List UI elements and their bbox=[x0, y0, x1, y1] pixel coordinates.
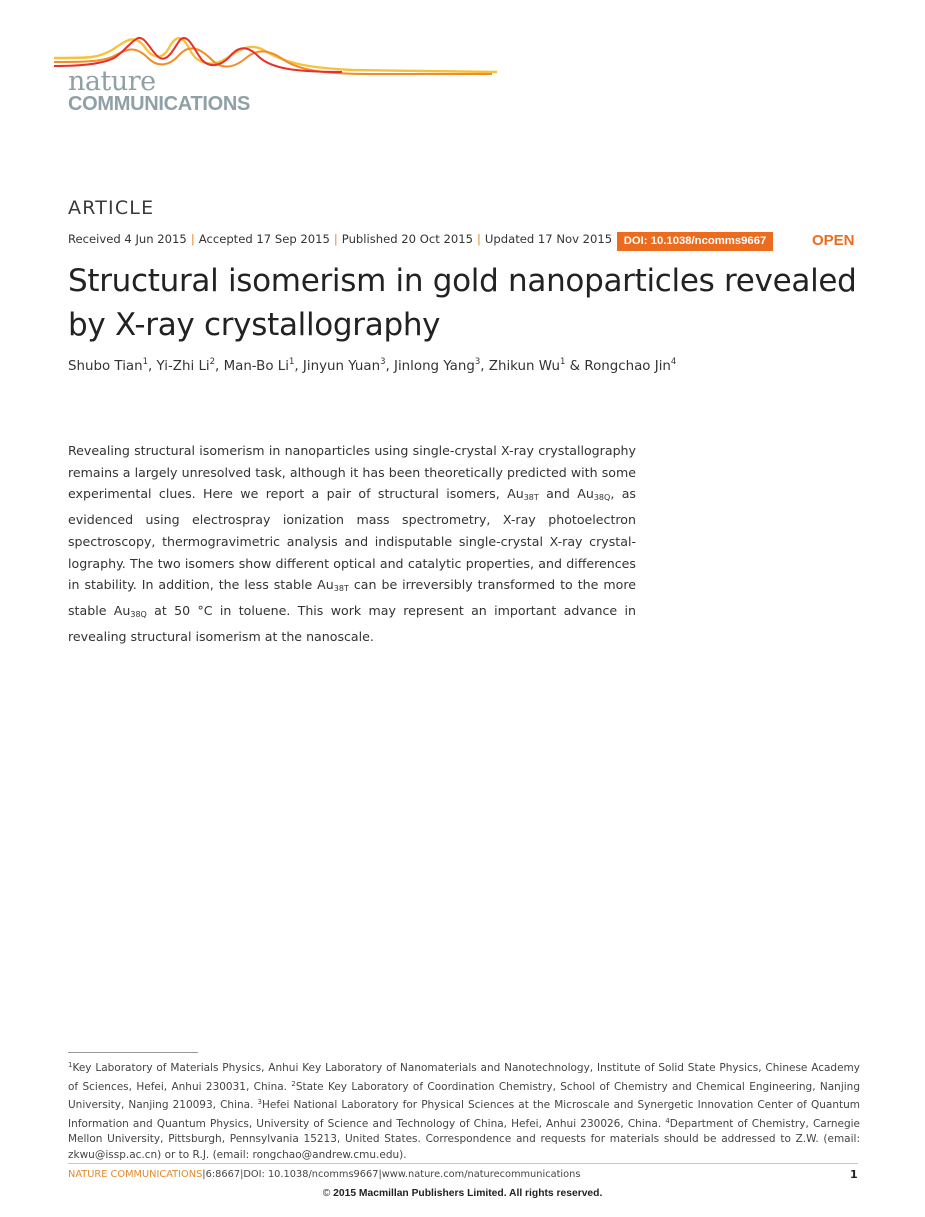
footer-separator: | bbox=[240, 1169, 244, 1180]
affiliation-number: 3 bbox=[257, 1098, 262, 1107]
publication-dates bbox=[68, 234, 612, 246]
affiliation-text: Department of Chemistry, Carnegie Mellon University, Pittsburgh, Pennsylvania 15213, United States. Correspondence and requests for materials should be addressed to Z.W. (email: zkwu@issp.ac.cn) or to R.J. (email: rongchao@andrew.cmu.edu). bbox=[68, 1117, 861, 1161]
copyright-symbol: © bbox=[322, 1188, 331, 1199]
author-name[interactable]: Jinyun Yuan bbox=[302, 359, 381, 374]
author-separator: , bbox=[385, 359, 394, 374]
abstract bbox=[68, 440, 636, 647]
affiliations bbox=[68, 1058, 860, 1164]
author-affiliation: 1 bbox=[559, 357, 566, 367]
author-name[interactable]: Man-Bo Li bbox=[223, 359, 289, 374]
author-separator: , bbox=[480, 359, 489, 374]
author-affiliation: 1 bbox=[288, 357, 295, 367]
date-separator: | bbox=[476, 232, 481, 246]
author-name[interactable]: Shubo Tian bbox=[68, 359, 143, 374]
affiliation-text: Hefei National Laboratory for Physical Sciences at the Microscale and Synergetic Innovation Center of Quantum Information and Quantum Physics, University of Science and Technology of China, Hefei, Anhui 230026, China. bbox=[68, 1099, 860, 1130]
page-number: 1 bbox=[850, 1168, 858, 1181]
open-access-label: OPEN bbox=[812, 232, 855, 249]
abstract-subscript: 38T bbox=[523, 493, 539, 503]
footer-divider bbox=[68, 1163, 858, 1164]
affiliations-divider bbox=[68, 1052, 198, 1053]
accepted-date: Accepted 17 Sep 2015 bbox=[198, 232, 330, 246]
author-separator: & bbox=[565, 359, 585, 374]
author-separator: , bbox=[294, 359, 303, 374]
author-affiliation: 3 bbox=[380, 357, 386, 367]
received-date: Received 4 Jun 2015 bbox=[68, 232, 187, 246]
abstract-text: , as evidenced using electrospray ionization mass spectrometry, X-ray photoelectron spectroscopy, thermogravimetric analysis and indisputable single-crystal X-ray crystal-lography. The two isomers show different optical and catalytic properties, and differences in stability. In addition, the less stable Au bbox=[68, 486, 636, 593]
date-separator: | bbox=[190, 232, 195, 246]
abstract-subscript: 38T bbox=[333, 584, 349, 594]
date-separator: | bbox=[333, 232, 338, 246]
abstract-subscript: 38Q bbox=[593, 493, 611, 503]
published-date: Published 20 Oct 2015 bbox=[341, 232, 473, 246]
footer-citation: 6:8667 bbox=[205, 1169, 241, 1180]
abstract-subscript: 38Q bbox=[130, 609, 147, 619]
footer-doi[interactable]: DOI: 10.1038/ncomms9667 bbox=[243, 1169, 379, 1180]
author-name[interactable]: Yi-Zhi Li bbox=[156, 359, 210, 374]
author-affiliation: 3 bbox=[474, 357, 481, 367]
logo-communications-text: COMMUNICATIONS bbox=[68, 93, 251, 115]
footer-separator: | bbox=[378, 1169, 382, 1180]
footer-separator: | bbox=[202, 1169, 206, 1180]
author-separator: , bbox=[215, 359, 224, 374]
author-name[interactable]: Rongchao Jin bbox=[584, 359, 671, 374]
author-affiliation: 1 bbox=[142, 357, 149, 367]
author-separator: , bbox=[148, 359, 157, 374]
journal-logo bbox=[52, 28, 502, 116]
page-footer bbox=[68, 1170, 580, 1180]
logo-nature-text: nature bbox=[68, 66, 156, 97]
affiliation-number: 1 bbox=[68, 1061, 73, 1069]
copyright-notice bbox=[0, 1189, 925, 1199]
author-name[interactable]: Jinlong Yang bbox=[394, 359, 475, 374]
affiliation-number: 2 bbox=[291, 1079, 296, 1088]
affiliation-number: 4 bbox=[665, 1116, 670, 1125]
copyright-text: 2015 Macmillan Publishers Limited. All rights reserved. bbox=[333, 1188, 603, 1199]
abstract-text: at 50 °C in toluene. This work may represent an important advance in revealing structural isomerism at the nanoscale. bbox=[68, 602, 636, 644]
affiliation-text: Key Laboratory of Materials Physics, Anhui Key Laboratory of Nanomaterials and Nanotechnology, Institute of Solid State Physics, Chinese Academy of Sciences, Hefei, Anhui 230031, China. bbox=[68, 1062, 860, 1093]
article-type-label: ARTICLE bbox=[68, 197, 155, 219]
doi-badge[interactable]: DOI: 10.1038/ncomms9667 bbox=[617, 232, 773, 251]
abstract-text: and Au bbox=[538, 486, 594, 502]
footer-journal: NATURE COMMUNICATIONS bbox=[68, 1169, 203, 1180]
affiliation-text: State Key Laboratory of Coordination Chemistry, School of Chemistry and Chemical Engineering, Nanjing University, Nanjing 210093, China. bbox=[68, 1080, 860, 1112]
author-affiliation: 4 bbox=[670, 357, 677, 367]
author-affiliation: 2 bbox=[209, 357, 216, 367]
abstract-text: Revealing structural isomerism in nanoparticles using single-crystal X-ray crystallography remains a largely unresolved task, although it has been theoretically predicted with some experimental clues. Here we report a pair of structural isomers, Au bbox=[68, 443, 636, 502]
author-name[interactable]: Zhikun Wu bbox=[488, 359, 560, 374]
abstract-text: can be irreversibly transformed to the more stable Au bbox=[68, 577, 636, 618]
footer-url[interactable]: www.nature.com/naturecommunications bbox=[381, 1169, 581, 1180]
updated-date: Updated 17 Nov 2015 bbox=[484, 232, 613, 246]
author-list bbox=[68, 358, 676, 373]
article-title: Structural isomerism in gold nanoparticles revealed by X-ray crystallography bbox=[68, 263, 857, 343]
